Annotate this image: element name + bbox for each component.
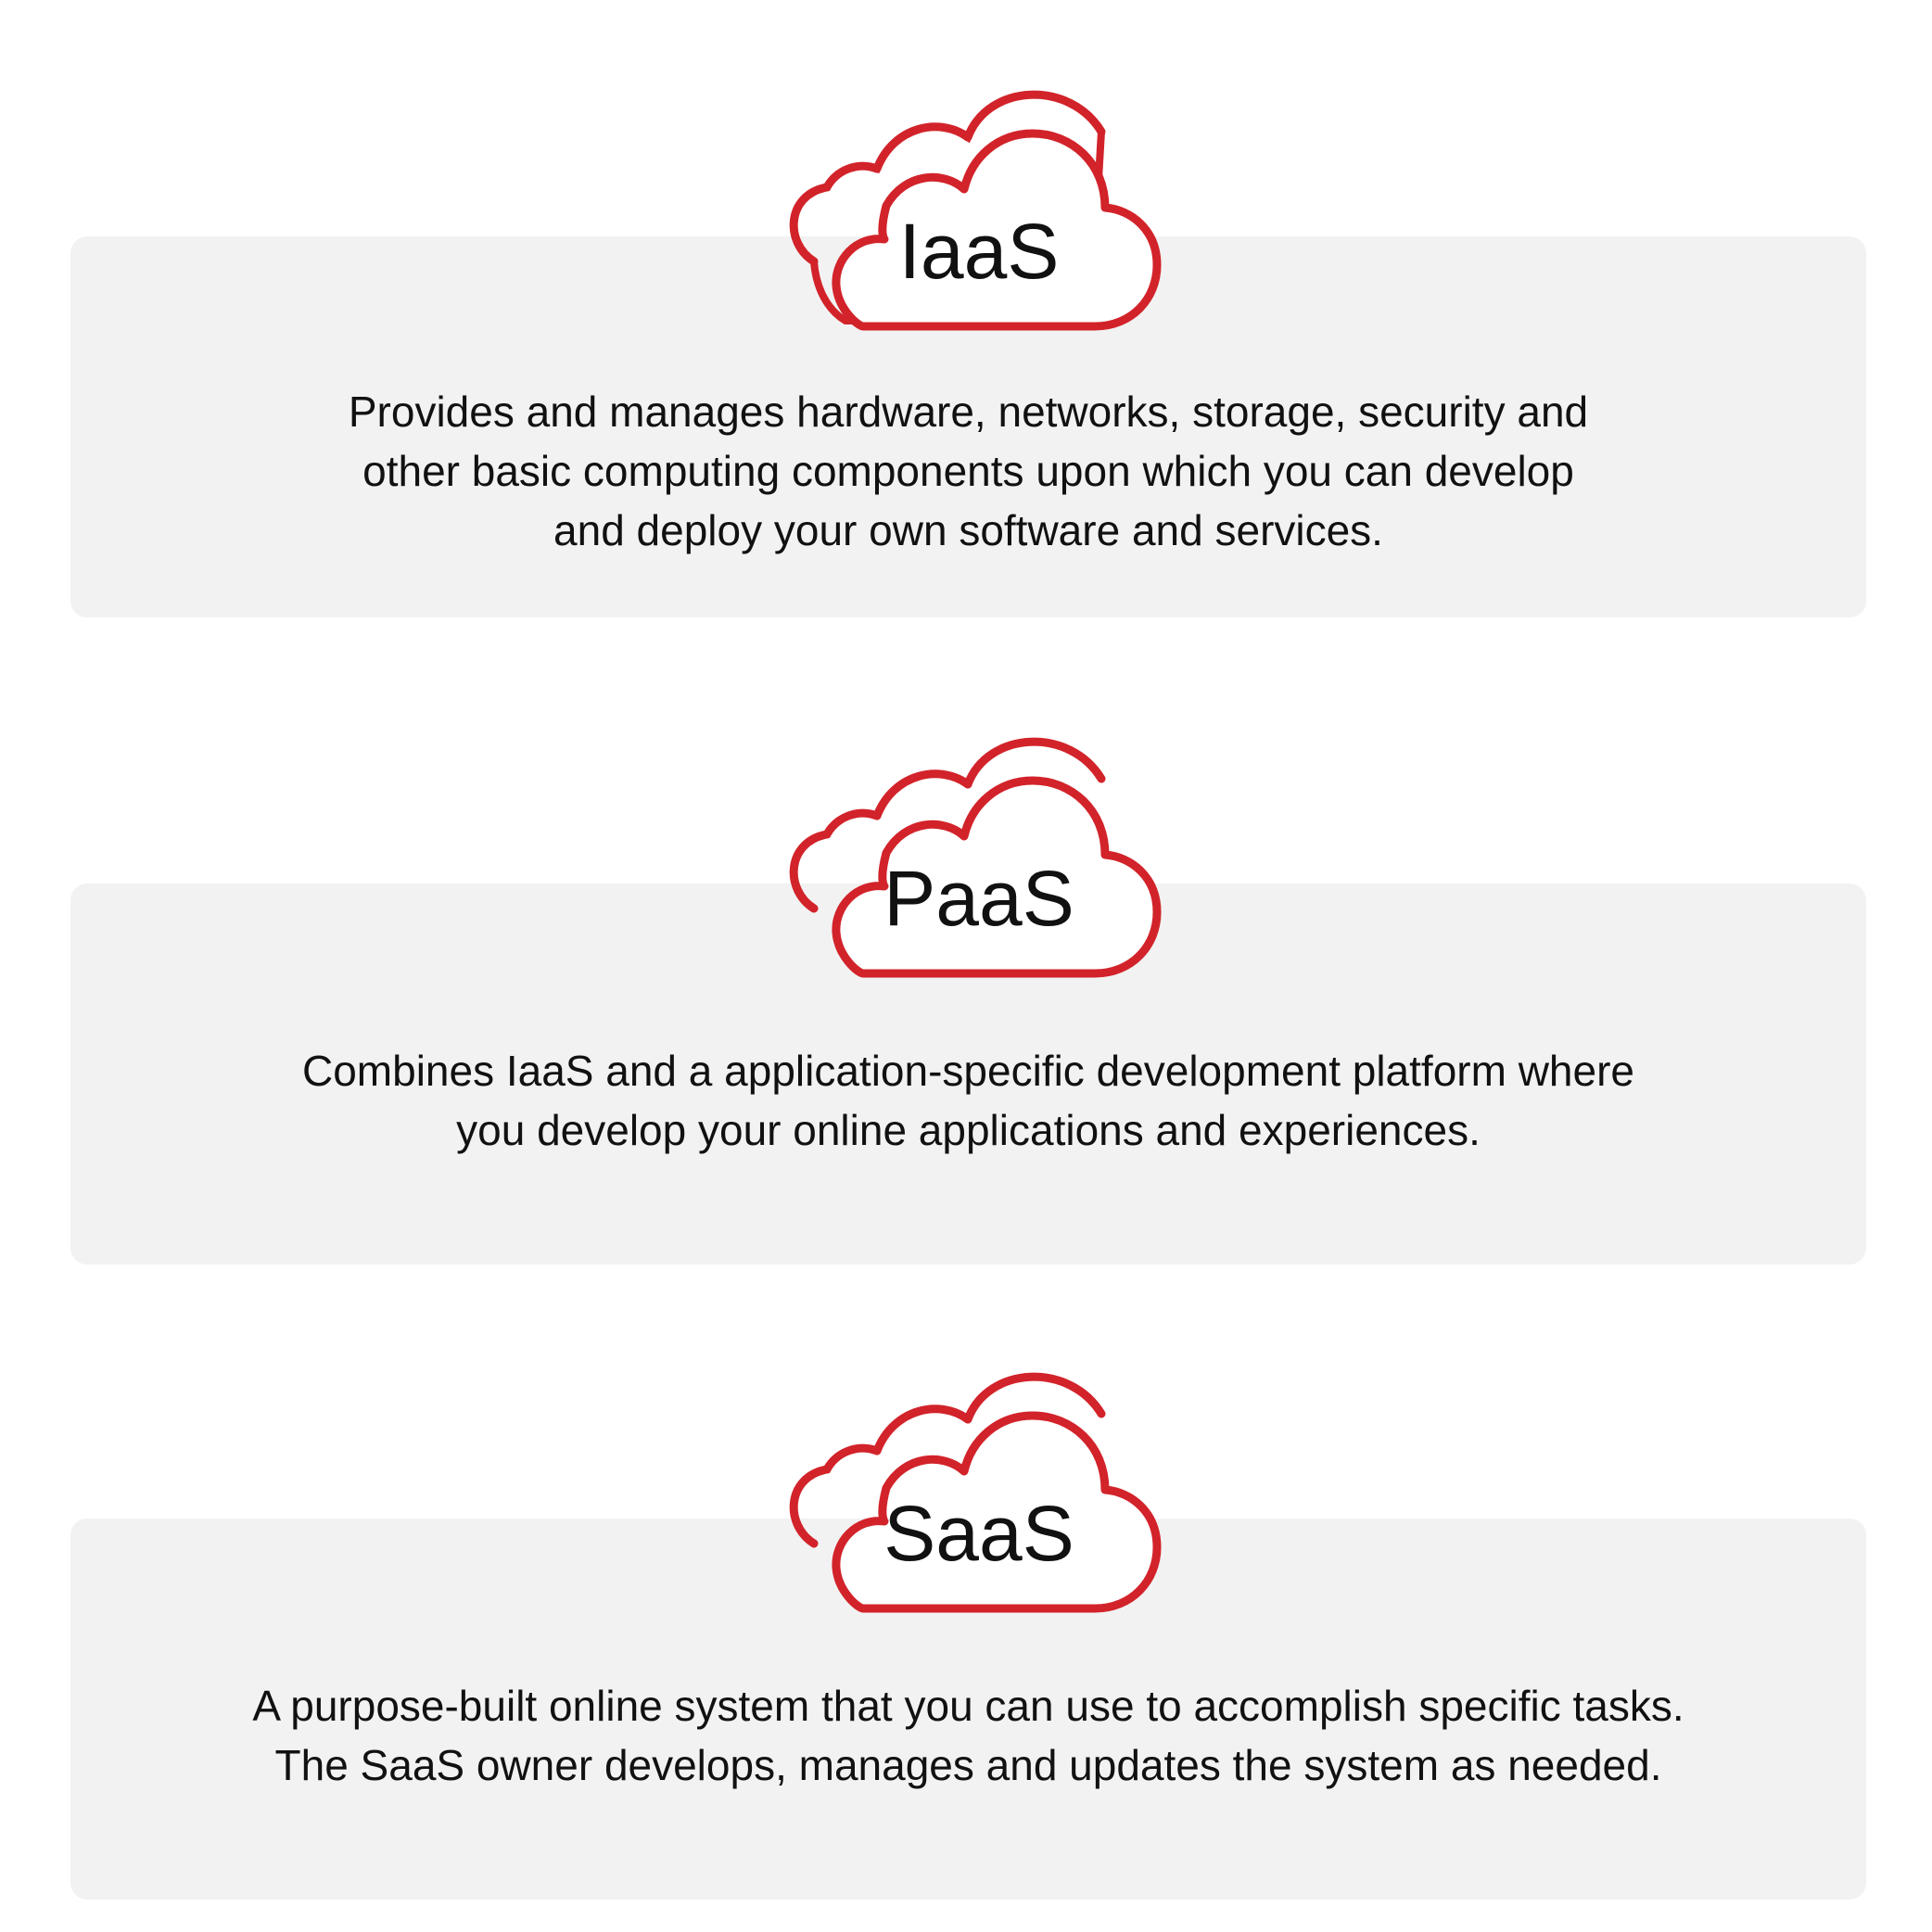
saas-description: A purpose-built online system that you can use to accomplish specific tasks. The SaaS owner develops, manages and updates the system as needed. [252, 1682, 1684, 1789]
iaas-cloud [775, 61, 1164, 330]
iaas-title: IaaS [898, 208, 1060, 295]
paas-title: PaaS [883, 855, 1074, 942]
iaas-description: Provides and manages hardware, networks, storage, security and other basic computing components upon which you can develop and deploy your own software and services. [348, 388, 1589, 554]
saas-title: SaaS [883, 1490, 1074, 1577]
paas-cloud [775, 708, 1164, 977]
paas-description: Combines IaaS and a application-specific development platform where you develop your online applications and experiences. [301, 1047, 1634, 1154]
saas-cloud [775, 1343, 1164, 1612]
